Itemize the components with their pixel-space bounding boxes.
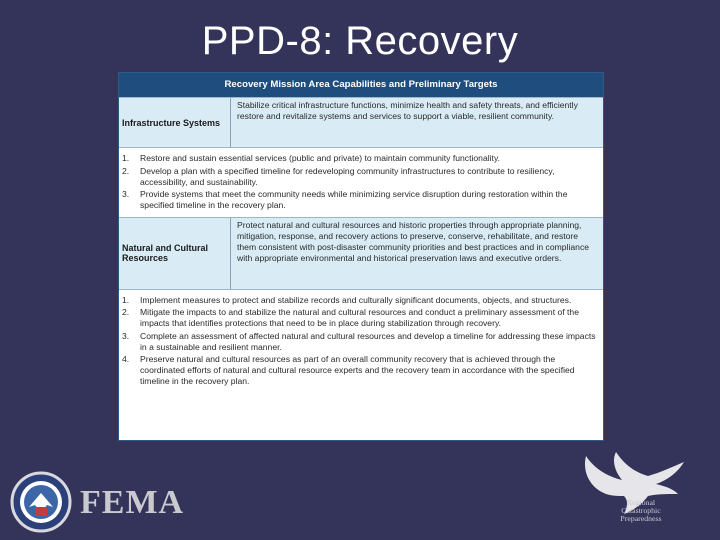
capabilities-table — [118, 72, 604, 441]
capability-row-infrastructure — [119, 97, 603, 148]
capability-row-natural-cultural — [119, 217, 603, 290]
slide-title: PPD-8: Recovery — [201, 19, 519, 63]
capability-name: Natural and Cultural Resources — [119, 218, 231, 289]
fema-wordmark: FEMA — [80, 484, 185, 521]
capability-description: Stabilize critical infrastructure functions, minimize health and safety threats, and efficiently restore and revitalize systems and services to support a viable, resilient community. — [237, 100, 578, 121]
capability-name: Infrastructure Systems — [119, 98, 231, 147]
list-item: 1. Restore and sustain essential services (public and private) to maintain community functionality. — [122, 153, 500, 163]
table-header: Recovery Mission Area Capabilities and Preliminary Targets — [119, 73, 603, 97]
list-item: 1. Implement measures to protect and stabilize records and culturally significant documents, objects, and structures. — [122, 294, 572, 305]
list-item: 2. Mitigate the impacts to and stabilize the natural and cultural resources and conduct a preliminary assessment of the impacts that identifies protections that need to be in place during stabilization through recovery. — [122, 307, 579, 328]
eagle-icon — [572, 448, 702, 540]
target-list — [119, 148, 603, 217]
list-item: 2. Develop a plan with a specified timeline for redeveloping community infrastructures to contribute to resiliency, accessibility, and sustainability. — [122, 165, 555, 187]
capability-description: Protect natural and cultural resources and historic properties through appropriate planning, mitigation, response, and recovery actions to preserve, conserve, rehabilitate, and restore them consistent with post-disaster community priorities and best practices and in compliance with appropriate environmental and historical preservation laws and executive orders. — [237, 219, 590, 263]
rcp-wordmark: Regional Catastrophic Preparedness — [620, 498, 662, 524]
list-item: 3. Complete an assessment of affected natural and cultural resources and develop a timeline for addressing these impacts in a sustainable and resilient manner. — [122, 330, 596, 352]
target-list — [119, 290, 603, 393]
list-item: 4. Preserve natural and cultural resources as part of an overall community recovery that is achieved through the coordinated efforts of natural and cultural resource experts and the recovery team in accordance with the specified timeline in the recovery plan. — [122, 354, 575, 386]
list-item: 3. Provide systems that meet the community needs while minimizing service disruption during restoration within the specified timeline in the recovery plan. — [122, 189, 568, 210]
